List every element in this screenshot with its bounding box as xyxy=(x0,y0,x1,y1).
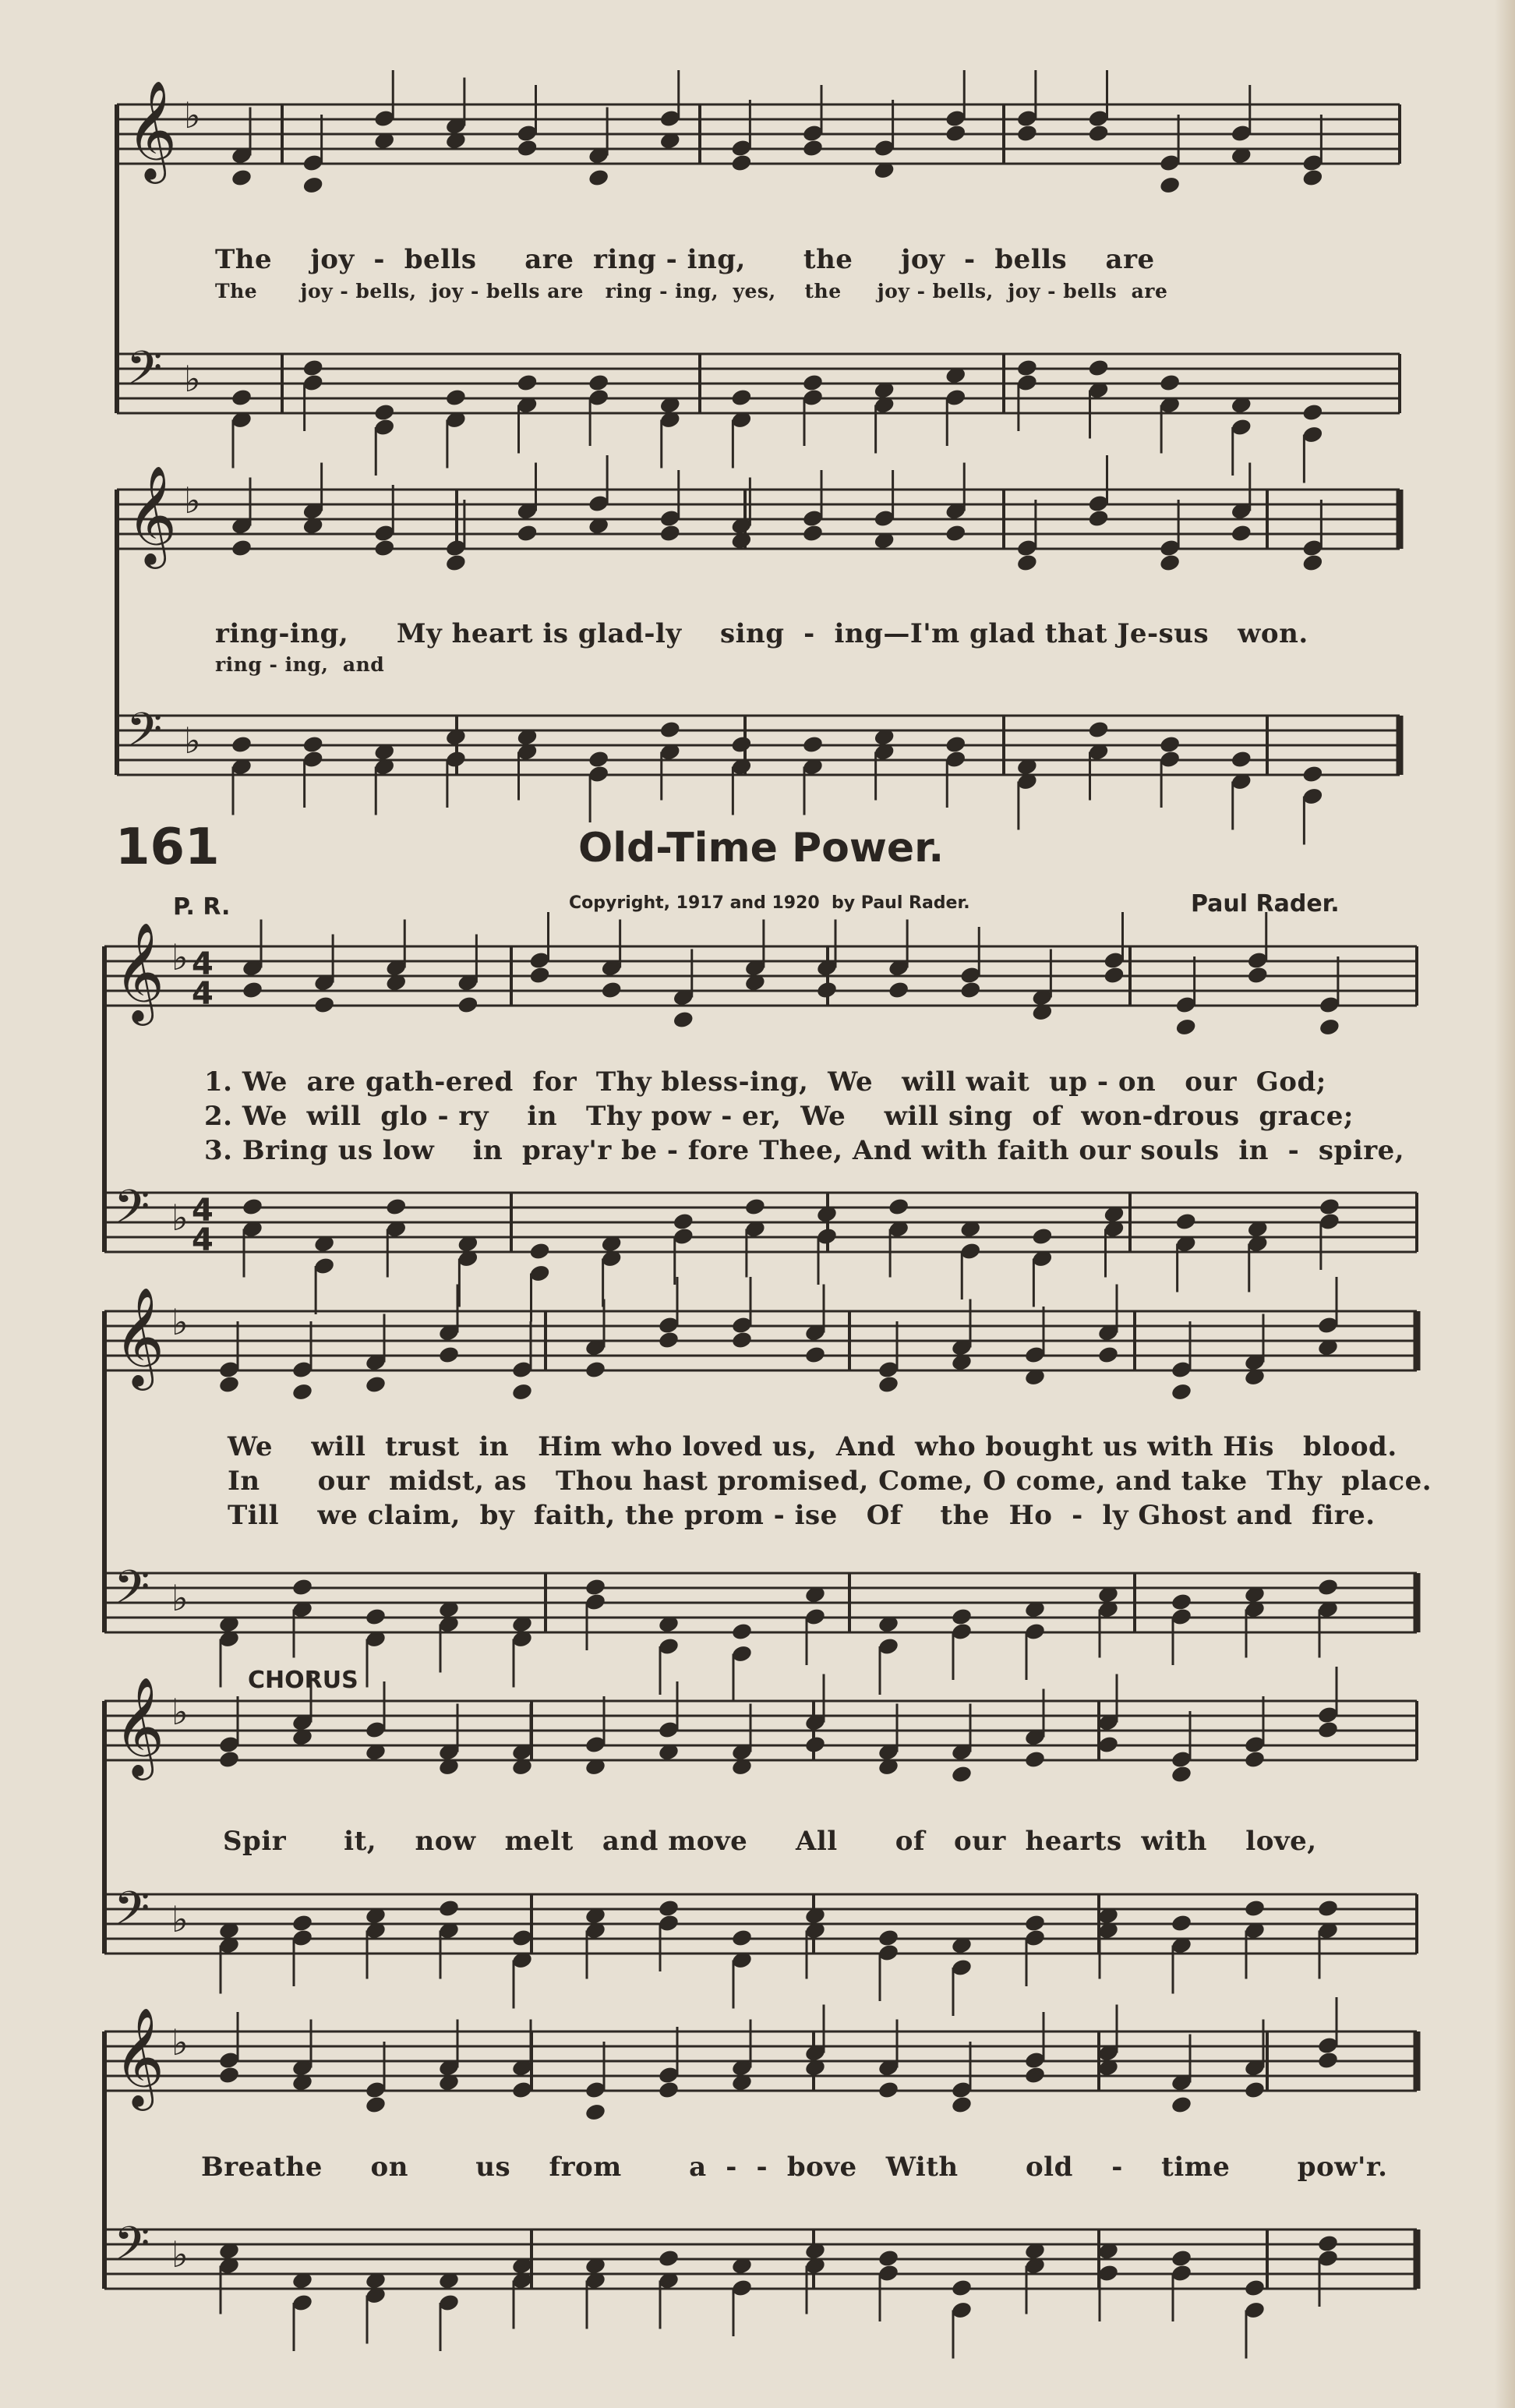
note-head xyxy=(1171,2248,1193,2268)
note-head xyxy=(658,1898,680,1918)
note-head xyxy=(945,523,967,543)
time-signature: 4 xyxy=(192,1193,214,1229)
note-head xyxy=(1087,358,1110,377)
note-head xyxy=(1301,402,1324,422)
note-head xyxy=(438,1345,461,1364)
note-head xyxy=(1246,965,1269,985)
note-head xyxy=(1031,1226,1054,1246)
note-head xyxy=(373,402,396,422)
note-head xyxy=(951,1764,973,1784)
note-head xyxy=(878,1928,900,1947)
bass-clef: 𝄢 xyxy=(114,2216,150,2282)
note-head xyxy=(291,1577,314,1596)
note-head xyxy=(1174,1017,1197,1037)
note-head xyxy=(600,980,623,999)
note-head xyxy=(816,980,839,999)
note-head xyxy=(1024,1749,1047,1769)
time-signature: 4 xyxy=(192,1222,214,1258)
note-head xyxy=(365,1374,387,1394)
note-head xyxy=(528,1241,551,1261)
note-head xyxy=(888,1197,910,1216)
note-head xyxy=(945,734,967,754)
note-head xyxy=(658,2080,680,2099)
note-head xyxy=(730,734,753,754)
note-head xyxy=(804,1734,827,1754)
note-head xyxy=(584,1577,607,1596)
note-head xyxy=(1244,1898,1266,1918)
verse-2-line-b: In our midst, as Thou hast promised, Come, O come, and take Thy place. xyxy=(228,1466,1432,1497)
flat-sign: ♭ xyxy=(184,358,201,400)
note-head xyxy=(1301,168,1324,187)
note-head xyxy=(584,2102,607,2122)
note-head xyxy=(1097,1345,1120,1364)
note-head xyxy=(1244,2080,1266,2099)
note-head xyxy=(951,2095,973,2114)
note-head xyxy=(802,373,825,392)
note-head xyxy=(1319,1197,1341,1216)
note-head xyxy=(313,995,336,1014)
flat-sign: ♭ xyxy=(171,1691,189,1733)
note-head xyxy=(231,387,253,407)
verse-1-line-a: 1. We are gath-ered for Thy bless-ing, We will wait up - on our God; xyxy=(204,1066,1326,1098)
flat-sign: ♭ xyxy=(171,1898,189,1940)
note-head xyxy=(1171,1592,1193,1611)
note-head xyxy=(730,387,753,407)
note-head xyxy=(1171,1913,1193,1932)
note-head xyxy=(945,123,967,143)
time-signature: 4 xyxy=(192,976,214,1012)
note-head xyxy=(951,1607,973,1626)
note-head xyxy=(1103,965,1125,985)
bass-clef: 𝄢 xyxy=(114,1881,150,1947)
note-head xyxy=(672,1010,694,1029)
flat-sign: ♭ xyxy=(171,1577,189,1619)
note-head xyxy=(730,153,753,172)
note-head xyxy=(588,373,610,392)
treble-clef: 𝄞 xyxy=(114,1286,165,1386)
note-head xyxy=(1301,553,1324,572)
note-head xyxy=(365,2095,387,2114)
verse-1-line-b: We will trust in Him who loved us, And who bought us with His blood. xyxy=(228,1431,1397,1462)
note-head xyxy=(584,1360,607,1379)
flat-sign: ♭ xyxy=(184,94,201,136)
treble-clef: 𝄞 xyxy=(114,921,165,1021)
prev-lyric-line-4: ring - ing, and xyxy=(215,653,385,676)
note-head xyxy=(231,538,253,557)
note-head xyxy=(1317,2233,1340,2253)
note-head xyxy=(1087,123,1110,143)
note-head xyxy=(1159,175,1181,195)
note-head xyxy=(1016,123,1039,143)
note-head xyxy=(659,523,681,543)
note-head xyxy=(1087,508,1110,528)
time-signature: 4 xyxy=(192,946,214,982)
note-head xyxy=(959,980,982,999)
note-head xyxy=(218,1374,241,1394)
note-head xyxy=(744,1197,767,1216)
note-head xyxy=(1159,553,1181,572)
note-head xyxy=(302,175,324,195)
note-head xyxy=(888,980,910,999)
prev-lyric-line-1: The joy - bells are ring - ing, the joy - bells are xyxy=(215,244,1155,275)
flat-sign: ♭ xyxy=(171,2233,189,2275)
note-head xyxy=(231,168,253,187)
hymn-number: 161 xyxy=(115,819,220,876)
note-head xyxy=(218,2065,241,2084)
note-head xyxy=(1244,2278,1266,2297)
bass-clef: 𝄢 xyxy=(126,341,163,406)
note-head xyxy=(731,1330,754,1349)
note-head xyxy=(658,2248,680,2268)
flat-sign: ♭ xyxy=(184,479,201,522)
note-head xyxy=(588,168,610,187)
flat-sign: ♭ xyxy=(184,720,201,762)
note-head xyxy=(802,734,825,754)
note-head xyxy=(231,734,253,754)
note-head xyxy=(516,523,539,543)
verse-3-line-b: Till we claim, by faith, the prom - ise Of the Ho - ly Ghost and fire. xyxy=(228,1500,1376,1531)
treble-clef: 𝄞 xyxy=(114,1676,165,1776)
prev-lyric-line-3: ring-ing, My heart is glad-ly sing - ing—I'm glad that Je-sus won. xyxy=(215,618,1308,649)
note-head xyxy=(951,2278,973,2297)
chorus-label: CHORUS xyxy=(248,1667,358,1694)
note-head xyxy=(1016,553,1039,572)
flat-sign: ♭ xyxy=(171,1197,189,1239)
flat-sign: ♭ xyxy=(171,2021,189,2063)
bass-clef: 𝄢 xyxy=(126,702,163,768)
verse-2-line-a: 2. We will glo - ry in Thy pow - er, We will sing of won-drous grace; xyxy=(204,1101,1354,1132)
note-head xyxy=(1024,2065,1047,2084)
note-head xyxy=(242,1197,264,1216)
note-head xyxy=(1016,358,1039,377)
prev-lyric-line-2: The joy - bells, joy - bells are ring - ing, yes, the joy - bells, joy - bells are xyxy=(215,280,1168,302)
note-head xyxy=(302,734,324,754)
note-head xyxy=(1024,1913,1047,1932)
note-head xyxy=(242,980,264,999)
chorus-line-1: Spir it, now melt and move All of our hearts with love, xyxy=(223,1826,1317,1857)
note-head xyxy=(658,1330,680,1349)
note-head xyxy=(672,1211,694,1231)
note-head xyxy=(802,138,825,157)
bass-clef: 𝄢 xyxy=(114,1179,150,1245)
note-head xyxy=(1319,1017,1341,1037)
note-head xyxy=(1317,1720,1340,1739)
note-head xyxy=(302,358,324,377)
note-head xyxy=(1317,1577,1340,1596)
note-head xyxy=(1317,2050,1340,2070)
note-head xyxy=(1171,2095,1193,2114)
note-head xyxy=(218,1749,241,1769)
note-head xyxy=(385,1197,408,1216)
note-head xyxy=(1301,764,1324,783)
note-head xyxy=(291,1382,314,1402)
treble-clef: 𝄞 xyxy=(114,2007,165,2106)
note-head xyxy=(1171,1382,1193,1402)
note-head xyxy=(457,995,479,1014)
note-head xyxy=(731,1621,754,1641)
note-head xyxy=(1244,1749,1266,1769)
note-head xyxy=(528,965,551,985)
note-head xyxy=(365,1607,387,1626)
treble-clef: 𝄞 xyxy=(126,80,178,179)
note-head xyxy=(516,138,539,157)
note-head xyxy=(878,2080,900,2099)
words-credit: P. R. xyxy=(173,893,231,921)
bass-clef: 𝄢 xyxy=(114,1560,150,1625)
note-head xyxy=(802,523,825,543)
note-head xyxy=(1159,734,1181,754)
flat-sign: ♭ xyxy=(171,936,189,978)
note-head xyxy=(373,538,396,557)
note-head xyxy=(1087,720,1110,739)
note-head xyxy=(659,720,681,739)
note-head xyxy=(511,1382,534,1402)
note-head xyxy=(1171,1764,1193,1784)
chorus-line-2: Breathe on us from a - - bove With old - time pow'r. xyxy=(201,2152,1388,2183)
note-head xyxy=(516,373,539,392)
note-head xyxy=(445,553,468,572)
note-head xyxy=(1174,1211,1197,1231)
note-head xyxy=(588,749,610,769)
note-head xyxy=(291,1913,314,1932)
copyright-notice: Copyright, 1917 and 1920 by Paul Rader. xyxy=(569,893,970,913)
note-head xyxy=(1159,373,1181,392)
treble-clef: 𝄞 xyxy=(126,465,178,564)
music-credit: Paul Rader. xyxy=(1191,890,1340,918)
note-head xyxy=(445,387,468,407)
note-head xyxy=(1230,523,1252,543)
verse-3-line-a: 3. Bring us low in pray'r be - fore Thee, And with faith our souls in - spire, xyxy=(204,1135,1405,1166)
note-head xyxy=(804,1345,827,1364)
note-head xyxy=(878,1374,900,1394)
note-head xyxy=(878,2248,900,2268)
note-head xyxy=(1317,1898,1340,1918)
flat-sign: ♭ xyxy=(171,1301,189,1343)
note-head xyxy=(1230,749,1252,769)
hymn-title: Old-Time Power. xyxy=(578,825,945,872)
note-head xyxy=(438,1898,461,1918)
note-head xyxy=(731,1928,754,1947)
